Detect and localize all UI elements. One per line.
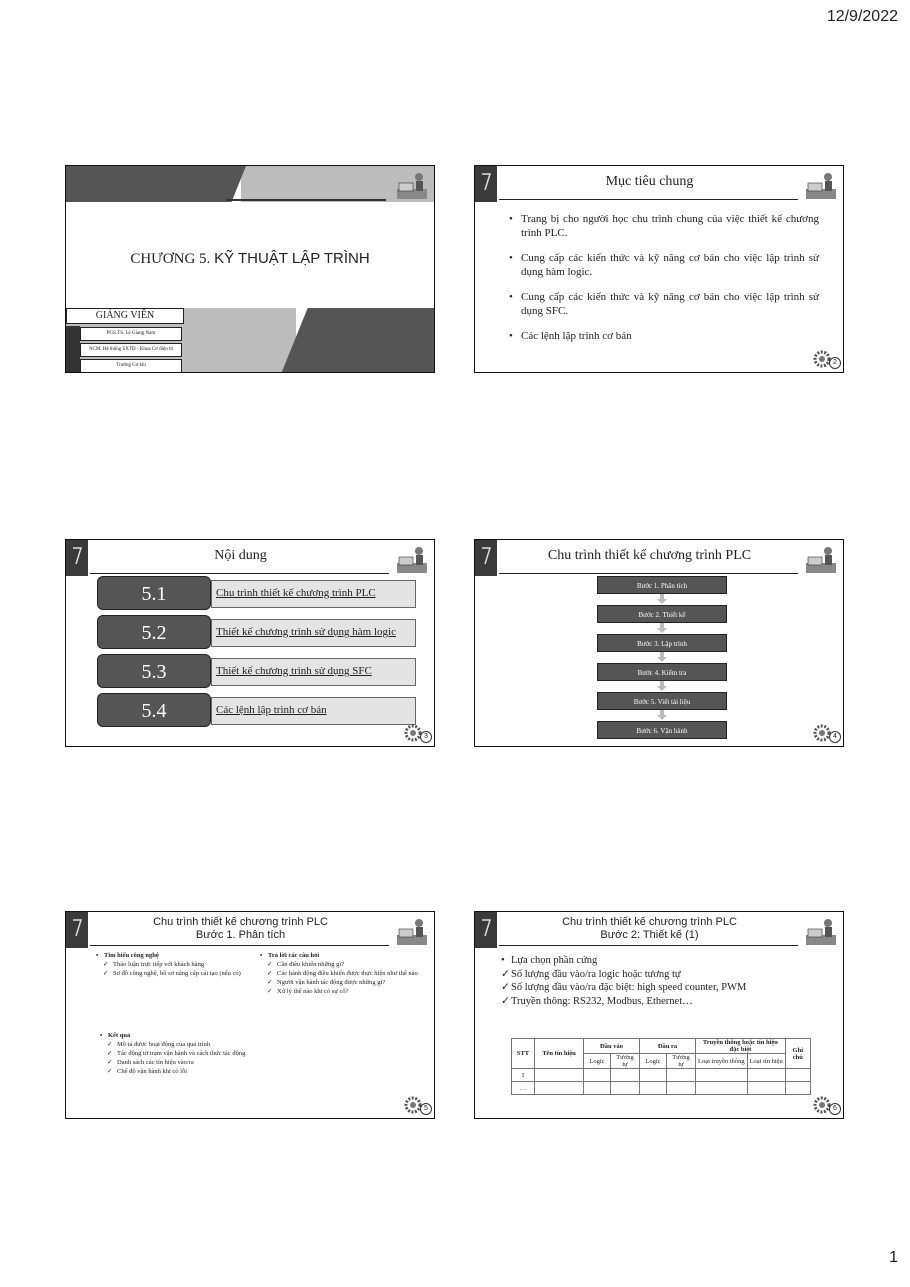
toc-bar (211, 658, 416, 686)
engineer-illustration-icon (395, 915, 431, 947)
check-item: ✓ Sơ đồ công nghệ, hồ sơ nâng cấp cải tạo (nếu có) (96, 970, 246, 978)
block-heading: • Tìm hiểu công nghệ (96, 952, 246, 960)
toc-bar (211, 619, 416, 647)
slide-number: 6 (829, 1103, 841, 1115)
engineer-illustration-icon (804, 543, 840, 575)
engineer-illustration-icon (804, 915, 840, 947)
slide-number: 3 (420, 731, 432, 743)
toc-link[interactable]: Các lệnh lập trình cơ bản (216, 704, 327, 716)
engineer-illustration-icon (804, 169, 840, 201)
hardware-selection (501, 954, 746, 1008)
table-subheader: Loại tín hiệu (747, 1054, 785, 1069)
table-header: Tên tín hiệu (535, 1039, 584, 1069)
slide-4 (474, 539, 844, 747)
engineer-illustration-icon (395, 543, 431, 575)
toc-number: 5.4 (97, 693, 211, 727)
check-item: ✓ Số lượng đầu vào/ra logic hoặc tương tự (501, 968, 746, 982)
toc-bar (211, 697, 416, 725)
check-item: ✓ Cần điều khiển những gì? (260, 961, 420, 969)
print-date: 12/9/2022 (826, 8, 898, 25)
slide-5 (65, 911, 435, 1119)
toc-bar (211, 580, 416, 608)
table-row (512, 1082, 811, 1095)
title-underline (90, 945, 389, 946)
check-item: ✓ Thảo luận trực tiếp với khách hàng (96, 961, 246, 969)
lecturer-label: GIẢNG VIÊN (66, 308, 184, 324)
down-arrow-icon (657, 652, 667, 662)
results-block (100, 1032, 250, 1076)
check-item: ✓ Xử lý thế nào khi có sự cố? (260, 988, 420, 996)
table-subheader: Logic (584, 1054, 611, 1069)
table-cell: … (512, 1082, 535, 1095)
table-header: Truyền thông hoặc tín hiệu đặc biệt (696, 1039, 786, 1054)
footer-band-dark (281, 308, 435, 373)
slide-number: 4 (829, 731, 841, 743)
check-item: ✓ Tác động từ trạm vận hành và cách thức tác động (100, 1050, 250, 1058)
flow-step: Bước 4. Kiểm tra (597, 663, 727, 681)
slide-1 (65, 165, 435, 373)
university-logo-icon (66, 912, 88, 948)
toc-link[interactable]: Thiết kế chương trình sử dụng SFC (216, 665, 372, 677)
slide-3 (65, 539, 435, 747)
list-item: • Các lệnh lập trình cơ bản (509, 329, 819, 343)
lecturer-school: Trường Cơ khí (80, 359, 182, 373)
slide-title: Mục tiêu chung (605, 174, 694, 189)
table-header: Đầu ra (640, 1039, 696, 1054)
university-logo-icon (475, 166, 497, 202)
slide-2 (474, 165, 844, 373)
down-arrow-icon (657, 681, 667, 691)
toc-link[interactable]: Thiết kế chương trình sử dụng hàm logic (216, 626, 396, 638)
check-item: ✓ Mô tả được hoạt động của quá trình (100, 1041, 250, 1049)
table-cell: 1 (512, 1069, 535, 1082)
title-underline (499, 573, 798, 574)
list-item: • Cung cấp các kiến thức và kỹ năng cơ bản cho việc lập trình sử dụng SFC. (509, 290, 819, 318)
engineer-illustration-icon (395, 169, 431, 201)
check-item: ✓ Người vận hành tác động được những gì? (260, 979, 420, 987)
block-heading: • Trả lời các câu hỏi (260, 952, 420, 960)
flow-step: Bước 5. Viết tài liệu (597, 692, 727, 710)
university-logo-icon (475, 540, 497, 576)
lecturer-department: NCM. Hệ thống SXTĐ - Khoa Cơ điện tử (80, 343, 182, 357)
table-subheader: Tương tự (667, 1054, 696, 1069)
table-header: Ghi chú (785, 1039, 810, 1069)
check-item: ✓ Danh sách các tín hiệu vào/ra (100, 1059, 250, 1067)
page-number: 1 (889, 1249, 898, 1266)
down-arrow-icon (657, 623, 667, 633)
toc-link[interactable]: Chu trình thiết kế chương trình PLC (216, 587, 376, 599)
slide-title (501, 916, 798, 942)
questions-block (260, 952, 420, 996)
slide-title (92, 916, 389, 942)
block-heading: • Kết quả (100, 1032, 250, 1040)
flow-step: Bước 1. Phân tích (597, 576, 727, 594)
toc-number: 5.1 (97, 576, 211, 610)
signal-table (511, 1038, 811, 1095)
list-item: • Cung cấp các kiến thức và kỹ năng cơ bản cho việc lập trình sử dụng hàm logic. (509, 251, 819, 279)
slide-number: 2 (829, 357, 841, 369)
table-header: STT (512, 1039, 535, 1069)
university-logo-icon (66, 540, 88, 576)
toc-number: 5.3 (97, 654, 211, 688)
university-mark-icon (66, 326, 80, 373)
title-underline (499, 945, 798, 946)
slide-title-line1: Chu trình thiết kế chương trình PLC (153, 916, 328, 928)
check-item: ✓ Chế độ vận hành khi có lỗi (100, 1068, 250, 1076)
list-item: • Trang bị cho người học chu trình chung của việc thiết kế chương trình PLC. (509, 212, 819, 240)
table-subheader: Loại truyền thông (696, 1054, 748, 1069)
flow-step: Bước 2. Thiết kế (597, 605, 727, 623)
table-subheader: Tương tự (611, 1054, 640, 1069)
bullet-item: • Lựa chọn phần cứng (501, 954, 746, 968)
header-band-dark (65, 166, 246, 202)
slide-title-line2: Bước 2: Thiết kế (1) (600, 929, 699, 941)
check-item: ✓ Các hành động điều khiển được thực hiện như thế nào (260, 970, 420, 978)
objectives-list (509, 212, 819, 354)
slide-title-line1: Chu trình thiết kế chương trình PLC (562, 916, 737, 928)
table-subheader: Logic (640, 1054, 667, 1069)
university-logo-icon (475, 912, 497, 948)
tech-research-block (96, 952, 246, 978)
check-item: ✓ Truyền thông: RS232, Modbus, Ethernet… (501, 995, 746, 1009)
down-arrow-icon (657, 710, 667, 720)
slide-6 (474, 911, 844, 1119)
check-item: ✓ Số lượng đầu vào/ra đặc biệt: high speed counter, PWM (501, 981, 746, 995)
header-stripe (226, 199, 386, 201)
title-underline (499, 199, 798, 200)
table-row (512, 1069, 811, 1082)
slide-title: Nội dung (214, 548, 267, 563)
slide-number: 5 (420, 1103, 432, 1115)
chapter-title: CHƯƠNG 5. KỸ THUẬT LẬP TRÌNH (130, 250, 370, 267)
table-header: Đầu vào (584, 1039, 640, 1054)
flow-step: Bước 6. Vận hành (597, 721, 727, 739)
flow-step: Bước 3. Lập trình (597, 634, 727, 652)
down-arrow-icon (657, 594, 667, 604)
slide-title-line2: Bước 1. Phân tích (195, 929, 286, 941)
title-underline (90, 573, 389, 574)
lecturer-name: PGS.TS. Lê Giang Nam (80, 327, 182, 341)
toc-number: 5.2 (97, 615, 211, 649)
slide-title: Chu trình thiết kế chương trình PLC (547, 548, 752, 563)
table-header-row (512, 1039, 811, 1054)
